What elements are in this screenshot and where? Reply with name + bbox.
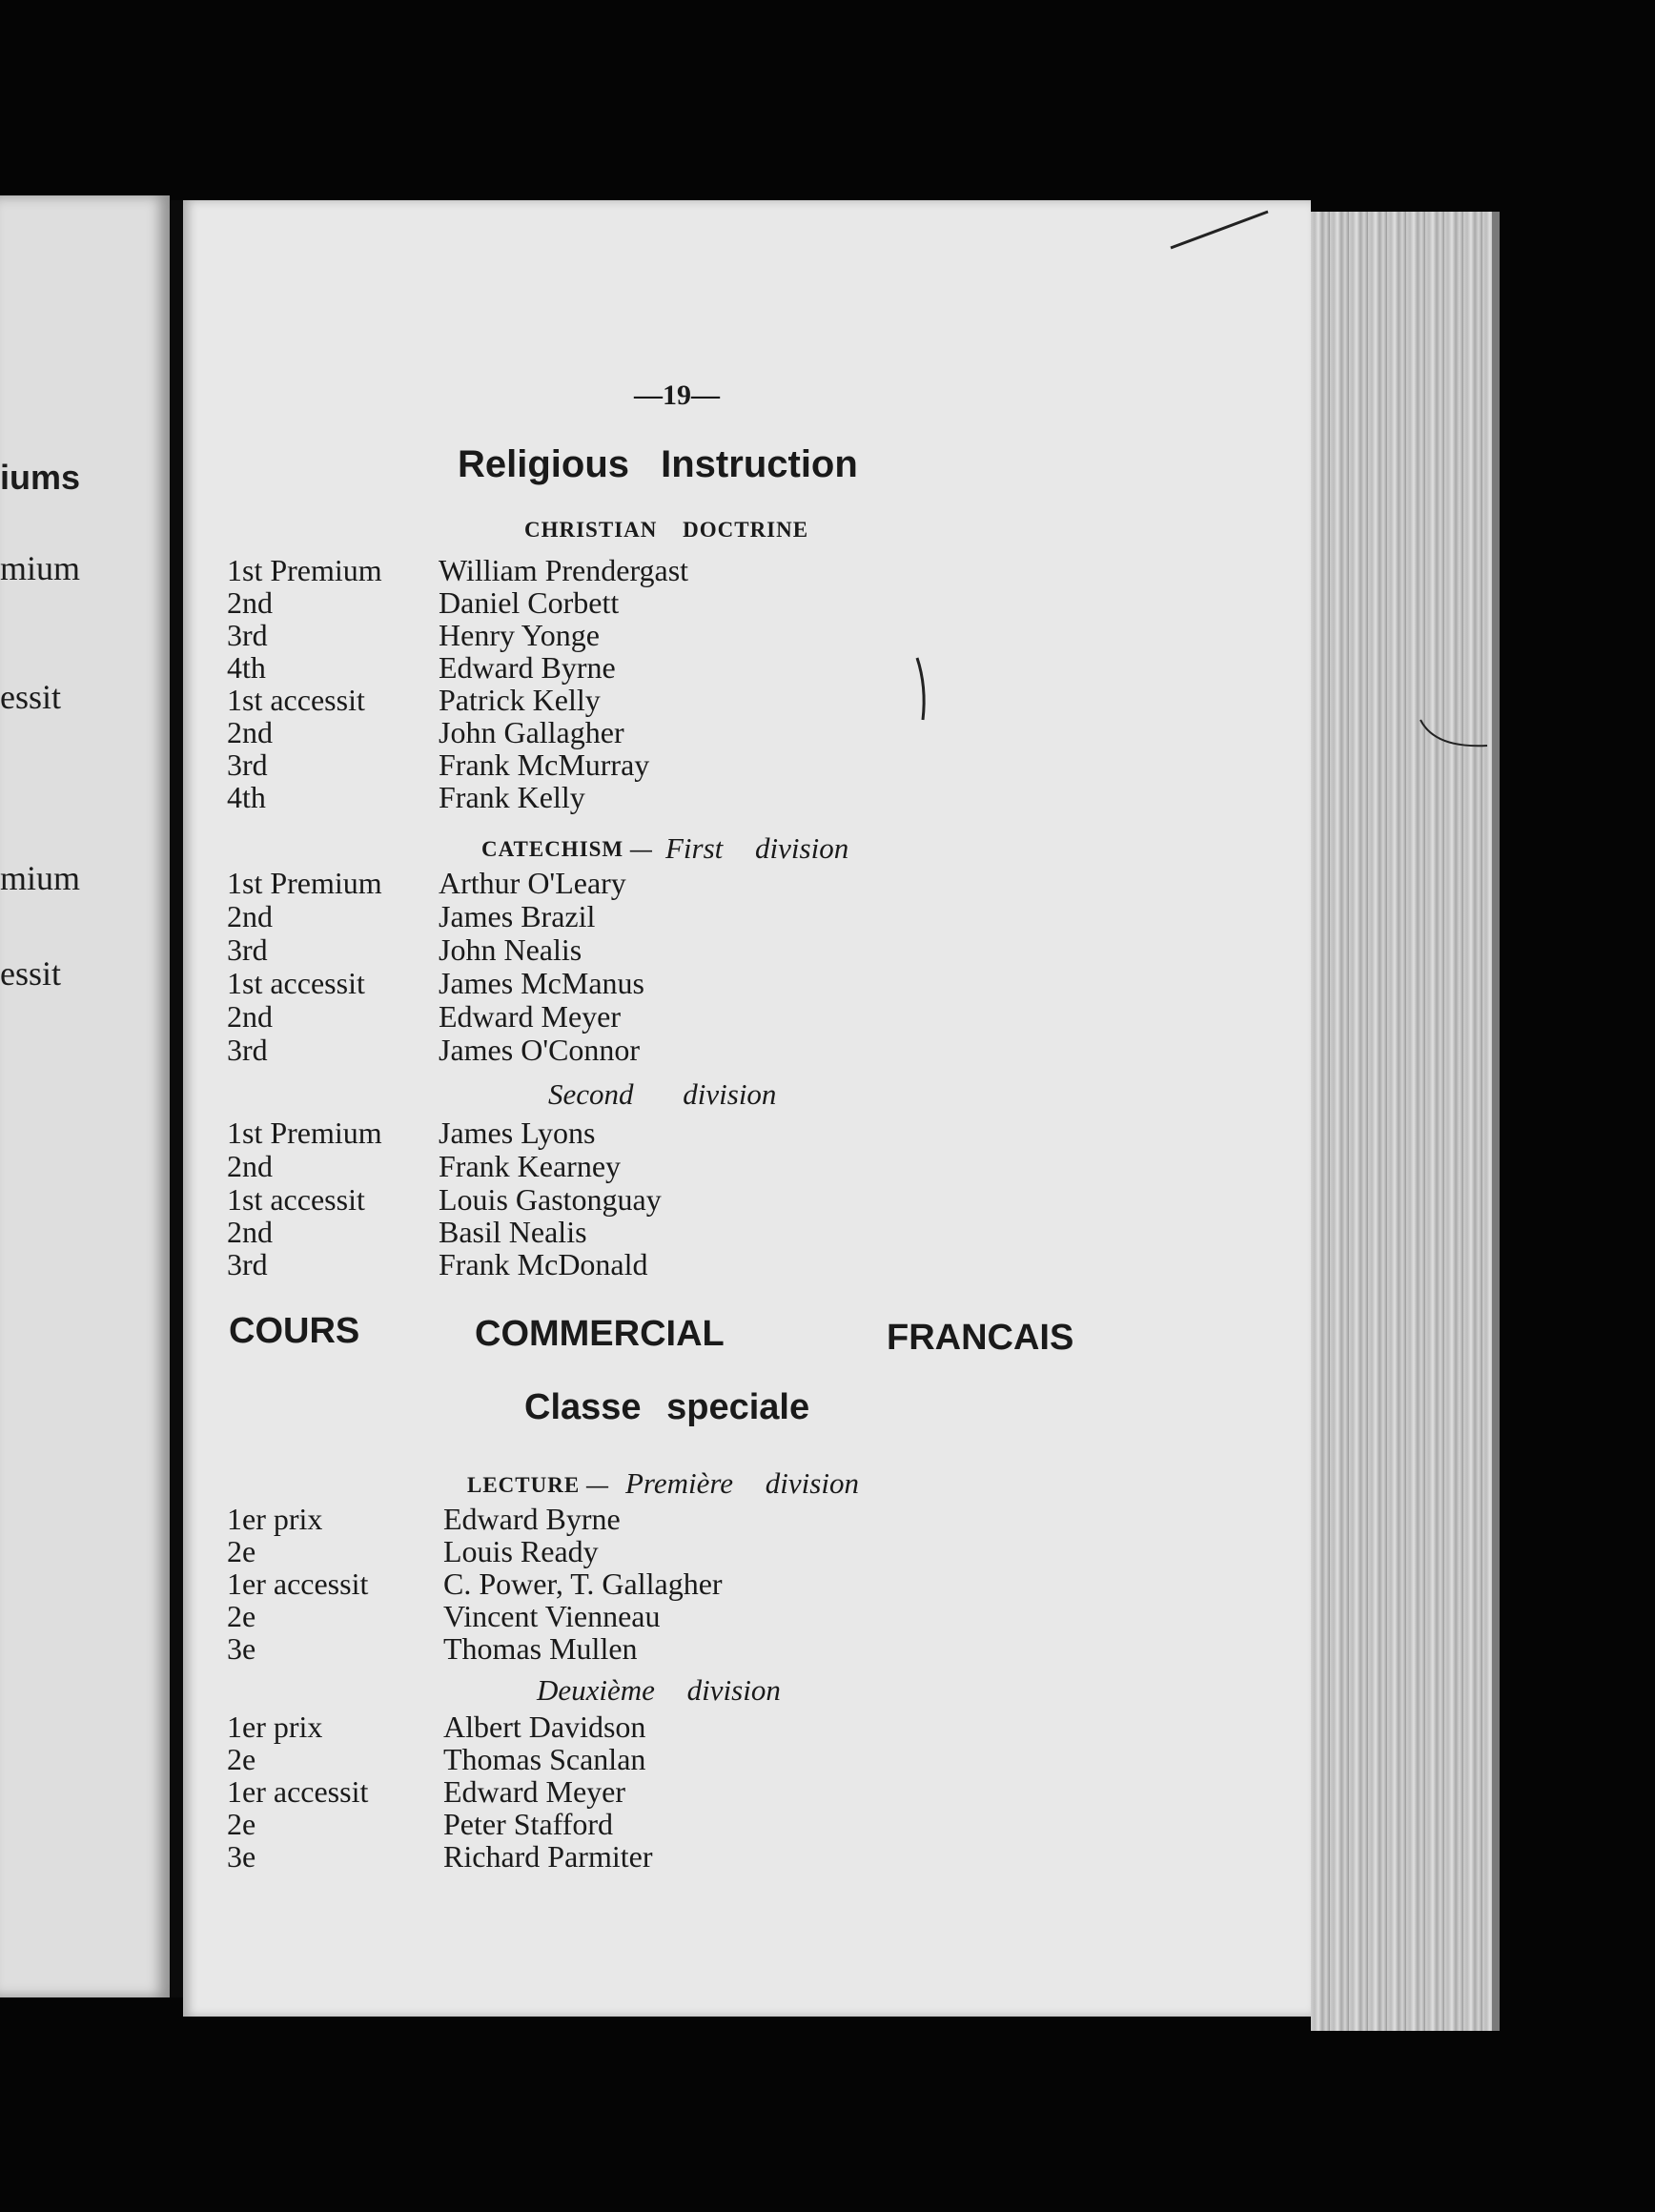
pen-mark xyxy=(917,658,924,720)
student-name: Frank Kelly xyxy=(439,780,585,814)
course-heading-word: FRANCAIS xyxy=(887,1318,1074,1358)
student-name: C. Power, T. Gallagher xyxy=(443,1567,723,1601)
student-name: Edward Byrne xyxy=(443,1502,621,1536)
student-name: John Gallagher xyxy=(439,715,624,749)
award-label: 2e xyxy=(227,1599,256,1633)
award-label: 1st Premium xyxy=(227,866,382,900)
award-label: 4th xyxy=(227,780,266,814)
award-label: 2nd xyxy=(227,1149,273,1183)
class-heading: Classe speciale xyxy=(524,1387,810,1427)
student-name: Thomas Scanlan xyxy=(443,1742,646,1776)
award-label: 1er accessit xyxy=(227,1567,369,1601)
student-name: John Nealis xyxy=(439,932,582,967)
page-title: Religious Instruction xyxy=(458,443,858,485)
student-name: Daniel Corbett xyxy=(439,585,620,620)
pen-mark xyxy=(1420,720,1487,746)
student-name: James O'Connor xyxy=(439,1033,641,1067)
student-name: Thomas Mullen xyxy=(443,1631,638,1666)
student-name: Peter Stafford xyxy=(443,1807,614,1841)
student-name: Frank McMurray xyxy=(439,748,650,782)
award-label: 1er accessit xyxy=(227,1774,369,1809)
section-title: CATECHISM — xyxy=(481,837,653,861)
award-label: 1st accessit xyxy=(227,966,365,1000)
section-title: CHRISTIAN DOCTRINE xyxy=(524,518,809,542)
award-label: 2e xyxy=(227,1534,256,1568)
left-page-fragment: essit xyxy=(0,678,62,716)
award-label: 2e xyxy=(227,1742,256,1776)
award-label: 1st Premium xyxy=(227,1116,382,1150)
left-page-fragment: mium xyxy=(0,859,81,897)
award-label: 3rd xyxy=(227,1033,268,1067)
award-label: 1st Premium xyxy=(227,553,382,587)
section-subtitle: Première division xyxy=(625,1466,859,1500)
left-page-fragment: essit xyxy=(0,954,62,993)
award-label: 4th xyxy=(227,650,266,685)
award-label: 1st accessit xyxy=(227,683,365,717)
student-name: Richard Parmiter xyxy=(443,1839,653,1874)
student-name: Henry Yonge xyxy=(439,618,600,652)
award-label: 3e xyxy=(227,1839,256,1874)
award-label: 3e xyxy=(227,1631,256,1666)
award-label: 2nd xyxy=(227,585,273,620)
student-name: Albert Davidson xyxy=(443,1710,646,1744)
award-label: 2nd xyxy=(227,1215,273,1249)
section-subtitle: Second division xyxy=(548,1077,777,1111)
course-heading-word: COURS xyxy=(229,1311,360,1351)
award-label: 2nd xyxy=(227,715,273,749)
pen-mark xyxy=(1171,212,1268,248)
award-label: 3rd xyxy=(227,932,268,967)
student-name: Frank Kearney xyxy=(439,1149,622,1183)
left-page-fragment: iums xyxy=(0,458,81,497)
student-name: Edward Byrne xyxy=(439,650,616,685)
student-name: James McManus xyxy=(439,966,644,1000)
student-name: William Prendergast xyxy=(439,553,689,587)
student-name: Louis Ready xyxy=(443,1534,599,1568)
student-name: Basil Nealis xyxy=(439,1215,587,1249)
student-name: James Lyons xyxy=(439,1116,596,1150)
award-label: 2e xyxy=(227,1807,256,1841)
award-label: 2nd xyxy=(227,999,273,1034)
course-heading-word: COMMERCIAL xyxy=(475,1314,725,1354)
section-subtitle: Deuxième division xyxy=(537,1673,781,1707)
left-page-fragment: mium xyxy=(0,549,81,587)
student-name: Vincent Vienneau xyxy=(443,1599,661,1633)
award-label: 3rd xyxy=(227,748,268,782)
student-name: Edward Meyer xyxy=(439,999,622,1034)
section-title: LECTURE — xyxy=(467,1473,609,1497)
award-label: 3rd xyxy=(227,1247,268,1281)
student-name: Arthur O'Leary xyxy=(439,866,626,900)
award-label: 3rd xyxy=(227,618,268,652)
award-label: 2nd xyxy=(227,899,273,933)
student-name: Louis Gastonguay xyxy=(439,1182,662,1217)
student-name: Frank McDonald xyxy=(439,1247,648,1281)
student-name: Patrick Kelly xyxy=(439,683,601,717)
section-subtitle: First division xyxy=(665,831,849,865)
award-label: 1er prix xyxy=(227,1502,323,1536)
award-label: 1er prix xyxy=(227,1710,323,1744)
student-name: Edward Meyer xyxy=(443,1774,626,1809)
page-number: —19— xyxy=(634,379,720,411)
student-name: James Brazil xyxy=(439,899,596,933)
award-label: 1st accessit xyxy=(227,1182,365,1217)
